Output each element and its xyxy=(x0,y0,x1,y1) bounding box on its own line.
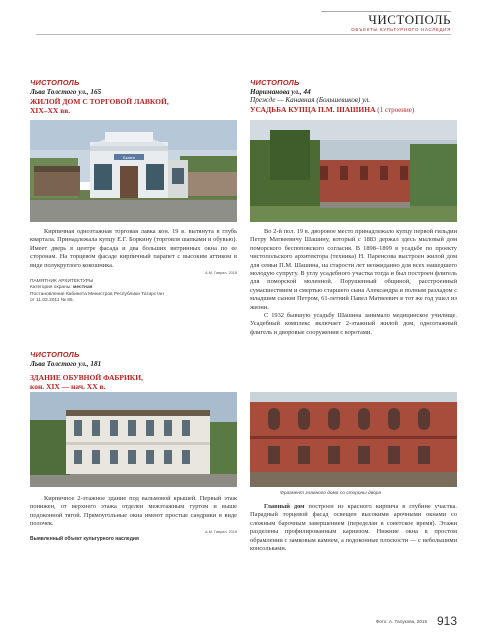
entry-body xyxy=(30,495,237,529)
protection-decree-date: от 11.02.2011 № 85. xyxy=(30,298,74,304)
page-header-title: ЧИСТОПОЛЬ xyxy=(368,12,451,27)
heritage-status: Выявленный объект культурного наследия xyxy=(30,535,139,542)
entry-heading-line2: кон. XIX — нач. XX в. xyxy=(30,382,106,391)
entry-heading-line2: XIX–XX вв. xyxy=(30,106,71,115)
entry-shop-house-header xyxy=(30,78,237,115)
entry-body-paragraph-1: Во 2-й пол. 19 в. дворовое место принадлежало купцу первой гильдии Петру Матвеевичу Шашину, который с 1883 держал здесь мыловый дом поморского беспоповского согласия. В 1898–1899 в усадьбе по проекту чистопольского архитектора (техника) Н. Паренсова выстроен жилой дом для семьи П.М. Шашина, на старости лет неожиданно для всех нашедшего молодую супругу. В углу усадебного участка тогда и был построен флигель для поморской моленной. Порушенный общиной, расстроенный сумасшествием и смертью старшего сына Александра и полным разладом с младшим сыном Петром, 61-летний Павел Матвеевич в тот же год ушел из жизни. xyxy=(250,228,457,311)
entry-body xyxy=(250,503,457,553)
entry-main-house-body xyxy=(250,503,457,553)
photo-credit-footer: Фото: А. Талукова, 2015 xyxy=(375,619,427,624)
photo-caption: Фрагмент главного дома со стороны двора xyxy=(280,491,382,496)
entry-heading-main: УСАДЬБА КУПЦА П.М. ШАШИНА xyxy=(250,105,376,114)
photo-credit: А.М. Гаврил, 2018 xyxy=(205,271,237,276)
entry-shashin-estate-header xyxy=(250,78,457,115)
entry-body-paragraph-2: С 1932 бывшую усадьбу Шашина занимало медицинское училище. Усадебный комплекс включает 2-этажный жилой дом, одноэтажный флигель и дворовые сооружения с воротами. xyxy=(250,312,457,336)
photo-credit: А.М. Гаврил, 2018 xyxy=(205,529,237,534)
entry-heading xyxy=(30,373,237,391)
former-prefix: Прежде — xyxy=(250,96,286,104)
entry-heading xyxy=(250,105,457,115)
entry-shop-house-body xyxy=(30,228,237,305)
main-house-term: Главный дом xyxy=(264,503,305,510)
page-header-subtitle: ОБЪЕКТЫ КУЛЬТУРНОГО НАСЛЕДИЯ xyxy=(351,27,451,32)
entry-address: Нариманова ул., 44 xyxy=(250,88,311,96)
entry-heading-line1: ЖИЛОЙ ДОМ С ТОРГОВОЙ ЛАВКОЙ, xyxy=(30,97,169,106)
protection-decree: Постановление Кабинета Министров Республики Татарстан xyxy=(30,291,164,297)
entry-body-paragraph xyxy=(250,503,457,553)
entry-body-paragraph: Кирпичная одноэтажная торговая лавка кон. 19 в. вытянута в глубь квартала. Принадлежала купцу Е.Г. Боркину (торговля шапками и обувью). Имеет дверь в центре фасада и два больших витринных окна по ее сторонам. На торцевом фасаде кирпичный парапет с высоким аттиком в виде полукруглого кокошника. xyxy=(30,228,237,269)
entry-shoe-factory-body xyxy=(30,495,237,542)
photo-shashin-estate xyxy=(250,120,457,222)
entry-address: Льва Толстого ул., 181 xyxy=(30,360,102,368)
entry-address: Льва Толстого ул., 165 xyxy=(30,88,102,96)
entry-body-paragraph: Кирпичное 2-этажное здание под вальмовой крышей. Первый этаж понижен, от верхнего этажа отделен межэтажным гуртом и выше подоконной тягой. Прямоугольные окна имеют простые сандрики в виде полочек. xyxy=(30,495,237,528)
protection-category-value: местная xyxy=(72,285,93,291)
photo-main-house-yard xyxy=(250,392,457,487)
former-street: Канавная (Большевиков) ул. xyxy=(285,96,371,104)
main-house-description: построен из красного кирпича в глубине участка. Парадный торцевой фасад освещен высокими арочными окнами со сложным барочным завершением (переделан в советское время). Этажи разделены профилированным карнизом. Нижние окна в простом обрамлении с замковым камнем, а подоконные плоскости — с небольшими консольками. xyxy=(250,503,457,553)
shop-sign-text: Бьюти xyxy=(123,155,135,160)
photo-shoe-factory xyxy=(30,392,237,487)
entry-heading-suffix: (1 строение) xyxy=(375,106,415,114)
entry-former-address xyxy=(250,96,457,104)
entry-body xyxy=(250,228,457,337)
protection-category-label: Категория охраны: xyxy=(30,285,73,291)
entry-city: ЧИСТОПОЛЬ xyxy=(30,350,80,359)
entry-city: ЧИСТОПОЛЬ xyxy=(30,78,80,87)
entry-heading xyxy=(30,97,237,115)
photo-shop-house xyxy=(30,120,237,222)
entry-shoe-factory-header xyxy=(30,350,237,391)
entry-heading-line1: ЗДАНИЕ ОБУВНОЙ ФАБРИКИ, xyxy=(30,373,143,382)
entry-city: ЧИСТОПОЛЬ xyxy=(250,78,300,87)
protection-info xyxy=(30,279,237,305)
page-number: 913 xyxy=(436,614,457,628)
entry-shashin-estate-body xyxy=(250,228,457,337)
protection-type: ПАМЯТНИК АРХИТЕКТУРЫ xyxy=(30,279,94,285)
header-rule xyxy=(36,34,451,35)
entry-body xyxy=(30,228,237,270)
